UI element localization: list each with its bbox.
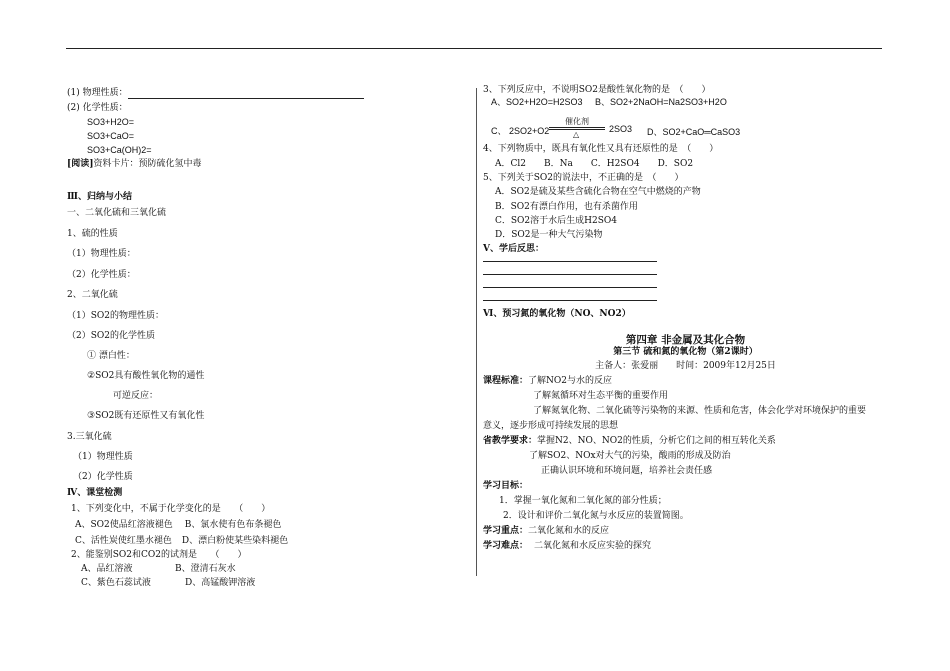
reflection-line <box>483 273 657 275</box>
option-2b[interactable]: B、澄清石灰水 <box>175 564 236 574</box>
summary-line-3: （1）物理性质： <box>67 249 136 259</box>
option-2d[interactable]: D、高锰酸钾溶液 <box>185 578 256 588</box>
learning-goal-2: 2．设计和评价二氧化氮与水反应的装置简图。 <box>503 511 689 521</box>
option-5a[interactable]: A．SO2是硫及某些含硫化合物在空气中燃烧的产物 <box>495 187 701 197</box>
heat-symbol: △ <box>573 130 580 139</box>
reflection-line <box>483 299 657 301</box>
option-2a[interactable]: A、品红溶液 <box>81 564 133 574</box>
difficulty-line <box>483 541 888 552</box>
summary-line-8: ① 漂白性： <box>87 351 135 361</box>
key-point-text: 二氧化氮和水的反应 <box>528 526 610 536</box>
summary-line-12: 3.三氧化硫 <box>67 432 112 442</box>
course-standard-1: 了解NO2与水的反应 <box>528 376 612 386</box>
summary-line-7: （2）SO2的化学性质 <box>67 331 155 341</box>
question-2-options-ab <box>81 564 481 575</box>
reading-tag: [阅读] <box>67 159 94 169</box>
provincial-req-1: 掌握N2、NO、NO2的性质，分析它们之间的相互转化关系 <box>537 436 776 446</box>
physical-property-line <box>67 88 467 99</box>
course-standard-line-1 <box>483 376 888 387</box>
section-check-heading: Ⅳ、课堂检测 <box>67 488 123 498</box>
question-3: 3、下列反应中，不说明SO2是酸性氧化物的是 （ ） <box>483 85 711 95</box>
option-2c[interactable]: C、紫色石蕊试液 <box>81 578 151 588</box>
option-3d[interactable]: D、SO2+CaO═CaSO3 <box>647 127 741 137</box>
summary-line-14: （2）化学性质 <box>73 472 133 482</box>
provincial-req-tag: 省教学要求： <box>483 436 538 446</box>
option-5d[interactable]: D．SO2是一种大气污染物 <box>495 230 603 240</box>
section-summary-heading: Ⅲ、归纳与小结 <box>67 192 132 202</box>
option-1d[interactable]: D、漂白粉使某些染料褪色 <box>181 536 289 546</box>
option-3a[interactable]: A、SO2+H2O=H2SO3 <box>491 97 583 107</box>
summary-line-11: ③SO2既有还原性又有氧化性 <box>87 411 205 421</box>
question-1: 1、下列变化中，不属于化学变化的是 （ ） <box>71 504 271 514</box>
summary-line-5: 2、二氧化硫 <box>67 290 118 300</box>
equation-so3-h2o: SO3+H2O= <box>87 117 135 127</box>
summary-line-1: 一、二氧化硫和三氧化硫 <box>67 208 167 218</box>
reflection-line <box>483 260 657 262</box>
author-date: 主备人：张爱丽 时间：2009年12月25日 <box>595 361 776 371</box>
option-5c[interactable]: C．SO2溶于水后生成H2SO4 <box>495 216 618 226</box>
question-1-options-ab <box>75 520 475 531</box>
question-4-options[interactable]: A．Cl2 B．Na C．H2SO4 D．SO2 <box>495 159 694 169</box>
difficulty-tag: 学习难点： <box>483 541 529 551</box>
summary-line-13: （1）物理性质 <box>73 452 133 462</box>
reading-text: 资料卡片：预防硫化氢中毒 <box>93 159 202 169</box>
summary-line-10: 可逆反应： <box>113 391 159 401</box>
option-3c-right: 2SO3 <box>609 124 633 134</box>
header-rule <box>66 48 882 49</box>
option-3c-left[interactable]: C、 2SO2+O2 <box>491 126 550 136</box>
question-1-options-cd <box>75 536 475 547</box>
provincial-req-line-1 <box>483 436 888 447</box>
option-3b[interactable]: B、SO2+2NaOH=Na2SO3+H2O <box>595 97 727 107</box>
course-standard-2: 了解氮循环对生态平衡的重要作用 <box>533 391 669 401</box>
option-5b[interactable]: B．SO2有漂白作用，也有杀菌作用 <box>495 202 638 212</box>
question-5: 5、下列关于SO2的说法中，不正确的是 （ ） <box>483 173 684 183</box>
question-4: 4、下列物质中，既具有氧化性又具有还原性的是 （ ） <box>483 144 719 154</box>
course-standard-3: 了解氮氧化物、二氧化硫等污染物的来源、性质和危害，体会化学对环境保护的重要 <box>533 406 867 416</box>
left-column <box>67 88 467 588</box>
reading-line <box>67 159 467 170</box>
question-2: 2、能鉴别SO2和CO2的试剂是 （ ） <box>71 550 247 560</box>
right-column <box>483 85 888 551</box>
answer-blank[interactable] <box>128 90 364 99</box>
key-point-line <box>483 526 888 537</box>
equation-so3-cao: SO3+CaO= <box>87 131 135 141</box>
section-reflection-heading: Ⅴ、学后反思： <box>483 244 544 254</box>
chapter-title: 第四章 非金属及其化合物 <box>625 334 746 346</box>
column-divider <box>476 88 477 576</box>
provincial-req-3: 正确认识环境和环境问题，培养社会责任感 <box>541 466 713 476</box>
learning-goals-tag: 学习目标： <box>483 481 529 491</box>
reaction-arrow-top <box>549 127 605 128</box>
summary-line-2: 1、硫的性质 <box>67 229 118 239</box>
summary-line-4: （2）化学性质： <box>67 270 136 280</box>
equation-so3-caoh2: SO3+Ca(OH)2= <box>87 145 152 155</box>
section-title: 第三节 硫和氮的氧化物（第2课时） <box>613 347 758 357</box>
option-1c[interactable]: C、活性炭使红墨水褪色 <box>75 536 172 546</box>
summary-line-6: （1）SO2的物理性质： <box>67 311 164 321</box>
course-standard-4: 意义，逐步形成可持续发展的思想 <box>483 421 619 431</box>
physical-property-label: (1) 物理性质： <box>67 88 128 98</box>
reflection-line <box>483 286 657 288</box>
option-1a[interactable]: A、SO2使品红溶液褪色 <box>75 520 173 530</box>
reflection-lines[interactable] <box>483 260 888 310</box>
learning-goal-1: 1．掌握一氧化氮和二氧化氮的部分性质； <box>499 496 667 506</box>
question-2-options-cd <box>81 578 481 589</box>
question-3-options-ab <box>491 97 896 108</box>
catalyst-label: 催化剂 <box>565 117 589 126</box>
section-preview-heading: Ⅵ、预习氮的氧化物（NO、NO2） <box>483 309 631 319</box>
course-standard-tag: 课程标准： <box>483 376 529 386</box>
question-3-options-cd <box>491 116 896 140</box>
chemical-property-label: (2) 化学性质： <box>67 103 128 113</box>
key-point-tag: 学习重点： <box>483 526 529 536</box>
summary-line-9: ②SO2具有酸性氧化物的通性 <box>87 371 205 381</box>
difficulty-text: 二氧化氮和水反应实验的探究 <box>534 541 652 551</box>
provincial-req-2: 了解SO2、NOx对大气的污染，酸雨的形成及防治 <box>529 451 731 461</box>
option-1b[interactable]: B、氯水使有色布条褪色 <box>184 520 282 530</box>
